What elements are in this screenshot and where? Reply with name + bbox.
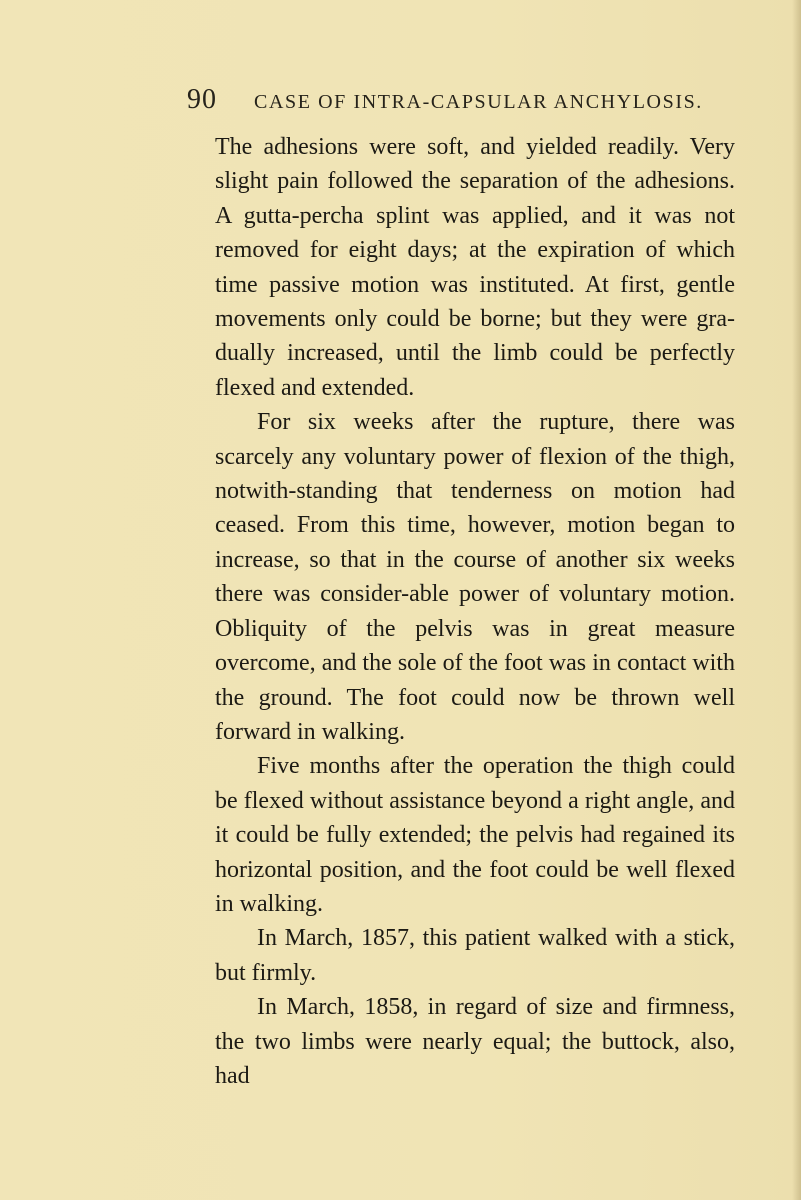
body-text (215, 130, 735, 1093)
page-edge-shadow (792, 0, 801, 1200)
paragraph-3: Five months after the operation the thigh could be flexed without assistance beyond a right angle, and it could be fully extended; the pelvis had regained its horizontal position, and the foot could be well flexed in walking. (215, 753, 735, 917)
running-title: CASE OF INTRA-CAPSULAR ANCHYLOSIS. (254, 91, 703, 113)
paragraph-4: In March, 1857, this patient walked with a stick, but firmly. (215, 925, 735, 986)
paragraph-1: The adhesions were soft, and yielded readily. Very slight pain followed the separation of the adhesions. A gutta-percha splint was applied, and it was not removed for eight days; at the expiration of which time passive motion was instituted. At first, gentle movements only could be borne; but they were gra-dually increased, until the limb could be perfectly flexed and extended. (215, 134, 735, 401)
page-number: 90 (187, 84, 217, 115)
paragraph-2: For six weeks after the rupture, there was scarcely any voluntary power of flexion of the thigh, notwith-standing that tenderness on motion had ceased. From this time, however, motion began to increase, so that in the course of another six weeks there was consider-able power of voluntary motion. Obliquity of the pelvis was in great measure overcome, and the sole of the foot was in contact with the ground. The foot could now be thrown well forward in walking. (215, 409, 735, 745)
paragraph-5: In March, 1858, in regard of size and firmness, the two limbs were nearly equal; the buttock, also, had (215, 994, 735, 1089)
